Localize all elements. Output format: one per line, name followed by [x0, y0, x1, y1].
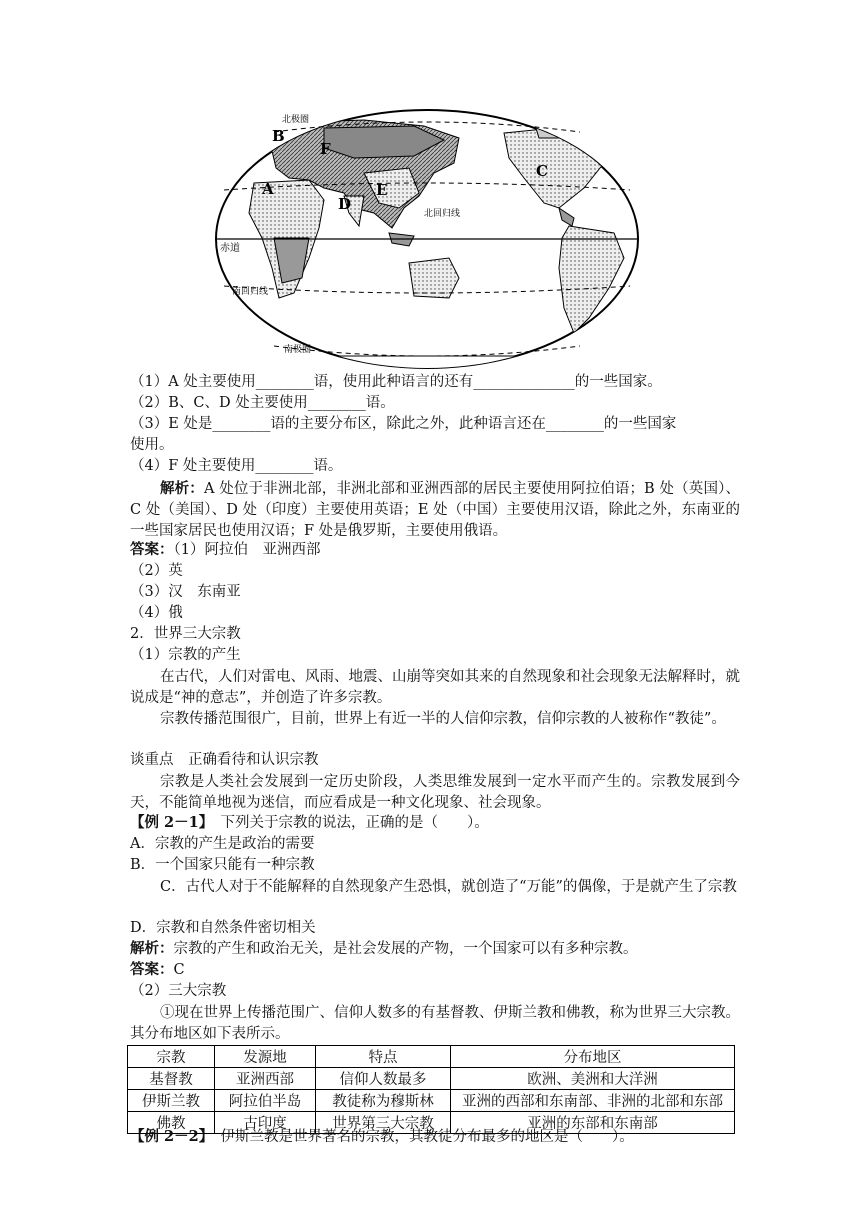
paragraph-3: 宗教是人类社会发展到一定历史阶段，人类思维发展到一定水平而产生的。宗教发展到今天，不能简单地视为迷信，而应看成是一种文化现象、社会现象。 [130, 774, 740, 811]
subsection-heading-2: （2）三大宗教 [130, 983, 227, 999]
tropic-south-label: 南回归线 [232, 287, 269, 297]
paragraph-2: 宗教传播范围很广，目前，世界上有近一半的人信仰宗教，信仰宗教的人被称作“教徒”。 [160, 711, 726, 727]
question-3: （3）E 处是________语的主要分布区，除此之外，此种语言还在________的一些国家 [130, 416, 677, 432]
example-1: 【例 2－1】 下列关于宗教的说法，正确的是（ ）。 [130, 814, 489, 831]
focus-heading: 谈重点 正确看待和认识宗教 [130, 752, 319, 768]
question-4: （4）F 处主要使用________语。 [130, 458, 343, 474]
answer-1-4: （4）俄 [130, 605, 183, 621]
table-header-row [128, 1046, 735, 1068]
analysis-1: 解析：A 处位于非洲北部，非洲北部和亚洲西部的居民主要使用阿拉伯语；B 处（英国）、C 处（美国）、D 处（印度）主要使用英语；E 处（中国）主要使用汉语，除此之外，东南亚的一些国家居民也使用汉语；F 处是俄罗斯，主要使用俄语。 [130, 480, 741, 539]
question-3-cont: 使用。 [130, 437, 174, 453]
table-cell: 古印度 [215, 1112, 316, 1134]
section-heading: 2．世界三大宗教 [130, 626, 241, 642]
answer-2: 答案：C [130, 961, 185, 978]
table-cell: 世界第三大宗教 [316, 1112, 451, 1134]
table-row [128, 1090, 735, 1112]
table-header: 特点 [316, 1046, 451, 1068]
arctic-circle-label: 北极圈 [282, 115, 310, 125]
table-header: 分布地区 [451, 1046, 735, 1068]
answer-1: 答案：（1）阿拉伯 亚洲西部 [130, 541, 321, 558]
table-header: 宗教 [128, 1046, 215, 1068]
world-language-map [214, 108, 640, 370]
map-label-c: C [536, 162, 548, 180]
table-cell: 亚洲西部 [215, 1068, 316, 1090]
option-d: D．宗教和自然条件密切相关 [130, 920, 316, 936]
table-cell: 伊斯兰教 [128, 1090, 215, 1112]
example-2: 【例 2－2】 伊斯兰教是世界著名的宗教，其教徒分布最多的地区是（ ）。 [130, 1128, 634, 1145]
map-label-b: B [272, 127, 285, 145]
subsection-heading: （1）宗教的产生 [130, 647, 241, 663]
table-cell: 阿拉伯半岛 [215, 1090, 316, 1112]
question-1: （1）A 处主要使用________语，使用此种语言的还有______________的一些国家。 [130, 374, 662, 390]
answer-1-2: （2）英 [130, 563, 183, 579]
table-row [128, 1068, 735, 1090]
option-a: A．宗教的产生是政治的需要 [130, 836, 315, 852]
table-header: 发源地 [215, 1046, 316, 1068]
map-label-a: A [262, 180, 274, 198]
paragraph-1: 在古代，人们对雷电、风雨、地震、山崩等突如其来的自然现象和社会现象无法解释时，就说成是“神的意志”，并创造了许多宗教。 [130, 669, 740, 706]
religion-table [127, 1045, 735, 1134]
antarctic-circle-label: 南极圈 [284, 345, 312, 355]
question-2: （2）B、C、D 处主要使用________语。 [130, 395, 395, 411]
equator-label: 赤道 [220, 243, 240, 254]
paragraph-4: ①现在世界上传播范围广、信仰人数多的有基督教、伊斯兰教和佛教，称为世界三大宗教。其分布地区如下表所示。 [130, 1005, 740, 1042]
table-cell: 亚洲的西部和东南部、非洲的北部和东部 [451, 1090, 735, 1112]
option-b: B．一个国家只能有一种宗教 [130, 857, 315, 873]
map-label-f: F [320, 140, 331, 158]
option-c: C．古代人对于不能解释的自然现象产生恐惧，就创造了“万能”的偶像，于是就产生了宗教 [160, 879, 737, 895]
map-label-e: E [376, 181, 388, 199]
table-cell: 信仰人数最多 [316, 1068, 451, 1090]
table-cell: 教徒称为穆斯林 [316, 1090, 451, 1112]
table-cell: 亚洲的东部和东南部 [451, 1112, 735, 1134]
table-cell: 佛教 [128, 1112, 215, 1134]
tropic-north-label: 北回归线 [424, 209, 461, 219]
answer-1-3: （3）汉 东南亚 [130, 584, 241, 600]
map-label-d: D [338, 195, 352, 213]
australia-landmass [409, 258, 459, 298]
table-cell: 基督教 [128, 1068, 215, 1090]
analysis-2: 解析：宗教的产生和政治无关，是社会发展的产物，一个国家可以有多种宗教。 [130, 940, 638, 957]
table-cell: 欧洲、美洲和大洋洲 [451, 1068, 735, 1090]
